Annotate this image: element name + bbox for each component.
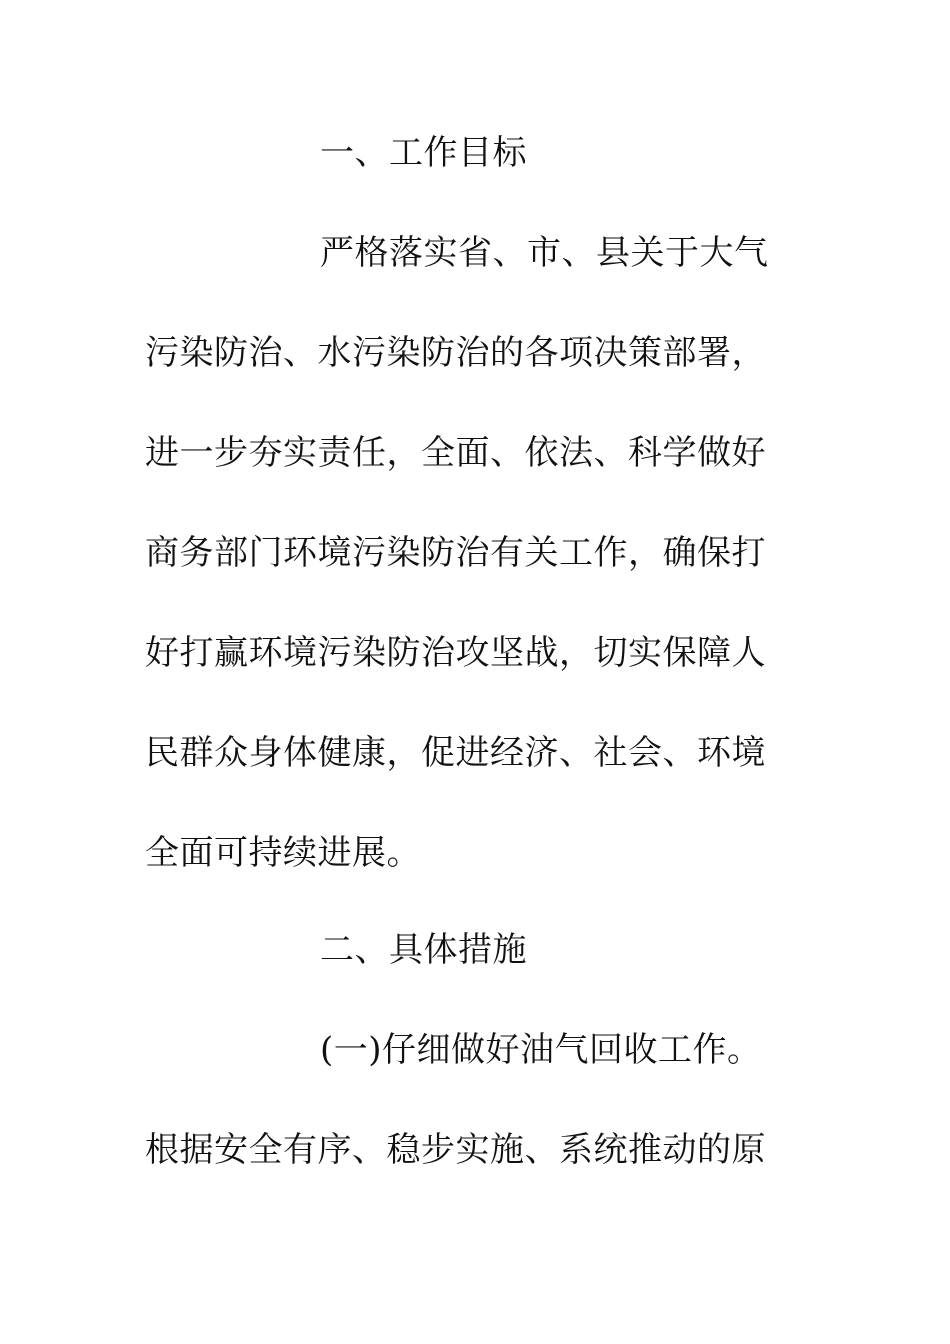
subsection-heading: (一)仔细做好油气回收工作。: [320, 1030, 762, 1070]
paragraph-line: 严格落实省、市、县关于大气: [320, 233, 769, 273]
paragraph-line: 商务部门环境污染防治有关工作，确保打: [145, 533, 766, 573]
paragraph-line: 根据安全有序、稳步实施、系统推动的原: [145, 1130, 766, 1170]
paragraph-line: 全面可持续进展。: [145, 833, 421, 873]
paragraph-line: 好打赢环境污染防治攻坚战，切实保障人: [145, 633, 766, 673]
paragraph-line: 污染防治、水污染防治的各项决策部署，: [145, 333, 766, 373]
section-heading-work-goals: 一、工作目标: [320, 133, 527, 173]
section-heading-specific-measures: 二、具体措施: [320, 930, 527, 970]
paragraph-line: 进一步夯实责任，全面、依法、科学做好: [145, 433, 766, 473]
paragraph-line: 民群众身体健康，促进经济、社会、环境: [145, 733, 766, 773]
